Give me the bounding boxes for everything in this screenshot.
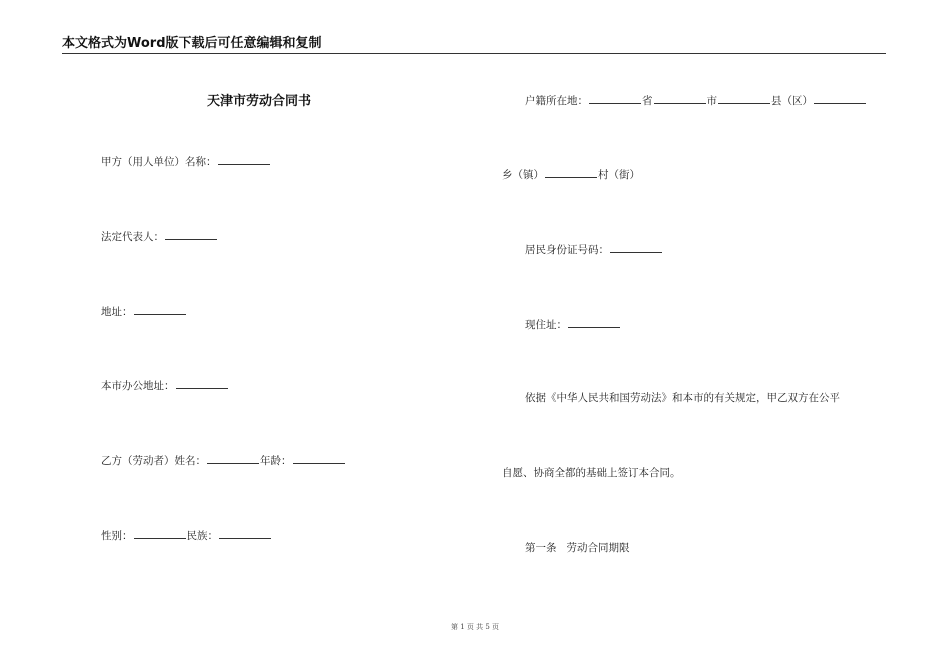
current-address-label: 现住址： bbox=[525, 319, 567, 331]
household-county-blank bbox=[718, 93, 770, 104]
household-city-blank bbox=[654, 93, 706, 104]
address-blank bbox=[134, 304, 186, 315]
age-blank bbox=[293, 453, 345, 464]
household-line bbox=[525, 93, 867, 108]
id-line bbox=[525, 242, 663, 257]
article-1-heading: 第一条 劳动合同期限 bbox=[525, 542, 630, 554]
legal-rep-blank bbox=[165, 229, 217, 240]
household-label: 户籍所在地： bbox=[525, 95, 588, 107]
city-label: 市 bbox=[706, 95, 717, 107]
page-footer: 第 1 页 共 5 页 bbox=[450, 623, 500, 631]
ethnicity-blank bbox=[219, 528, 271, 539]
city-office-line bbox=[101, 378, 229, 393]
city-office-label: 本市办公地址： bbox=[101, 380, 175, 392]
party-a-name-label: 甲方（用人单位）名称： bbox=[101, 156, 217, 168]
township-label: 乡（镇） bbox=[502, 169, 544, 181]
city-office-blank bbox=[176, 378, 228, 389]
legal-rep-line bbox=[101, 229, 218, 244]
village-label: 村（街） bbox=[598, 169, 640, 181]
gender-label: 性别： bbox=[101, 530, 133, 542]
township-blank bbox=[545, 167, 597, 178]
household-tail-blank bbox=[814, 93, 866, 104]
party-b-name-label: 乙方（劳动者）姓名： bbox=[101, 455, 206, 467]
county-label: 县（区） bbox=[771, 95, 813, 107]
party-b-line bbox=[101, 453, 346, 468]
age-label: 年龄： bbox=[260, 455, 292, 467]
ethnicity-label: 民族： bbox=[186, 530, 218, 542]
gender-line bbox=[101, 528, 272, 543]
document-title: 天津市劳动合同书 bbox=[207, 94, 312, 109]
current-address-blank bbox=[568, 317, 620, 328]
party-a-name-line bbox=[101, 154, 271, 169]
basis-line-1: 依据《中华人民共和国劳动法》和本市的有关规定，甲乙双方在公平 bbox=[525, 392, 840, 404]
party-b-name-blank bbox=[207, 453, 259, 464]
legal-rep-label: 法定代表人： bbox=[101, 231, 164, 243]
id-label: 居民身份证号码： bbox=[525, 244, 609, 256]
household-province-blank bbox=[589, 93, 641, 104]
header-text: 本文格式为Word版下载后可任意编辑和复制 bbox=[62, 36, 322, 51]
current-address-line bbox=[525, 317, 621, 332]
page-header bbox=[62, 36, 886, 54]
address-line bbox=[101, 304, 187, 319]
basis-line-2: 自愿、协商全都的基础上签订本合同。 bbox=[502, 467, 681, 479]
township-line bbox=[502, 167, 640, 182]
id-blank bbox=[610, 242, 662, 253]
party-a-name-blank bbox=[218, 154, 270, 165]
gender-blank bbox=[134, 528, 186, 539]
province-label: 省 bbox=[642, 95, 653, 107]
address-label: 地址： bbox=[101, 306, 133, 318]
